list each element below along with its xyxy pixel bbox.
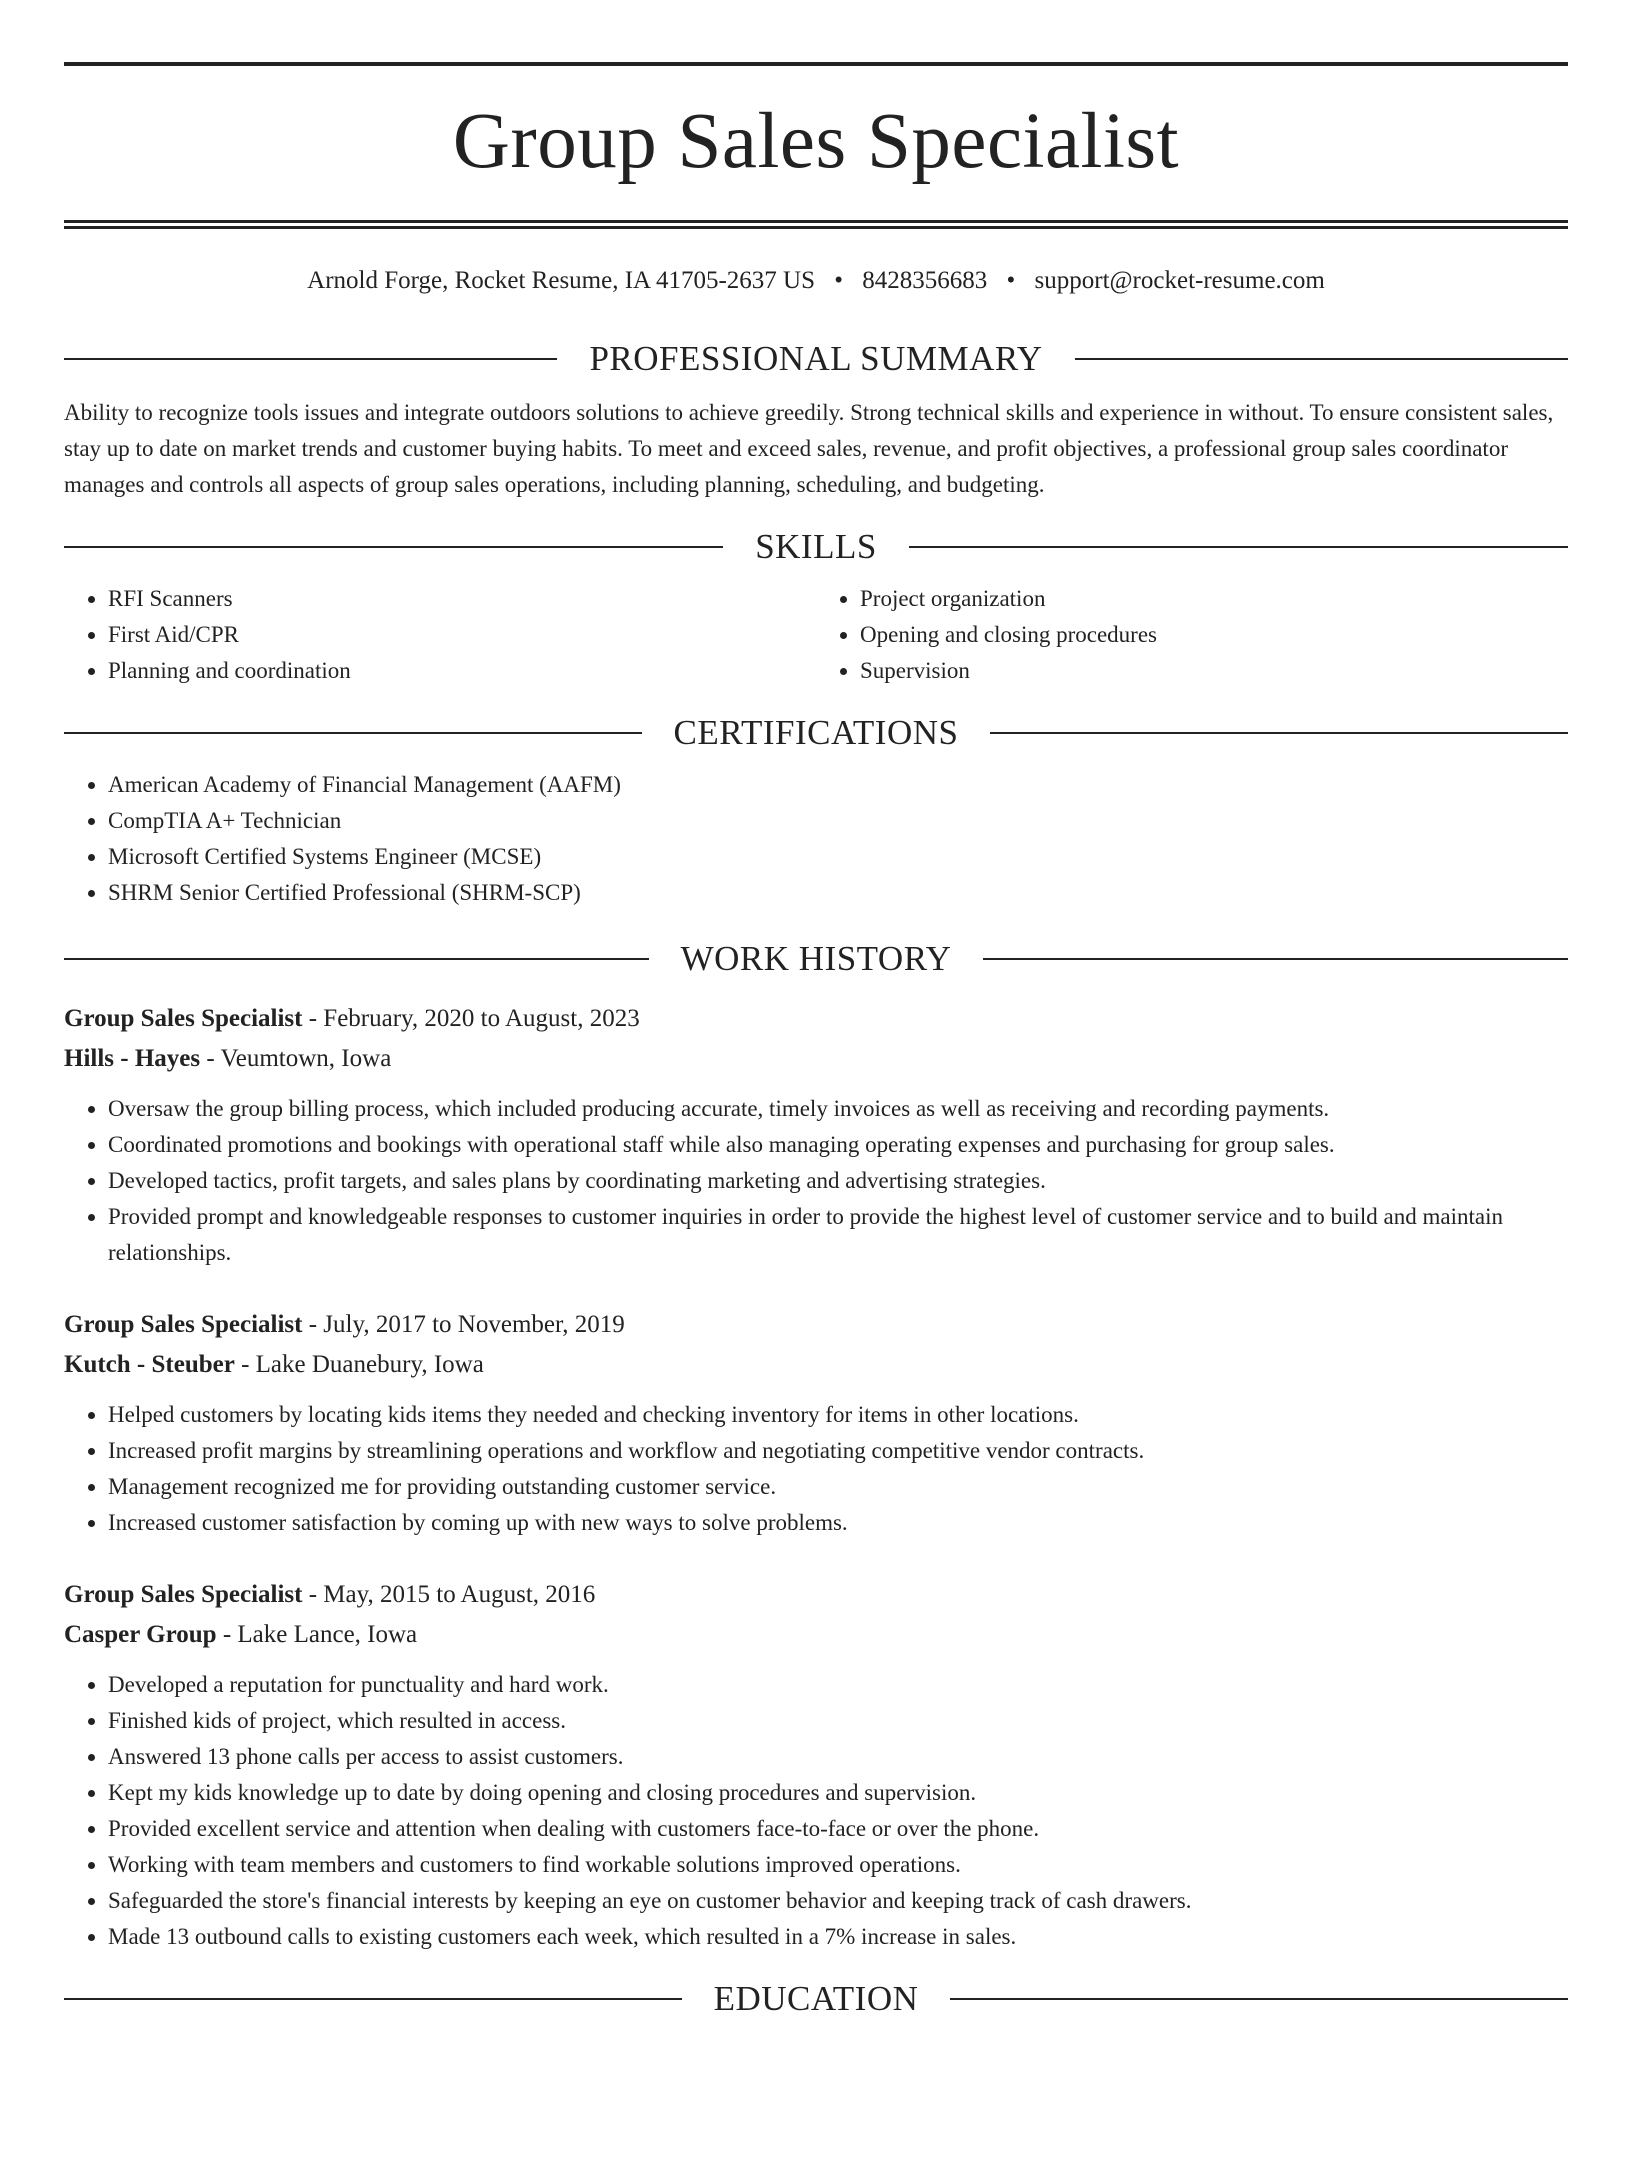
job-bullet: • Oversaw the group billing process, which included producing accurate, timely invoices as well as receiving and recording payments. <box>108 1091 1568 1127</box>
job-company-line <box>64 1345 1568 1385</box>
job-spacer <box>64 1271 1568 1305</box>
title-double-rule <box>64 220 1568 229</box>
job-bullet: • Provided prompt and knowledgeable responses to customer inquiries in order to provide the highest level of customer service and to build and maintain relationships. <box>108 1199 1568 1271</box>
section-title-certifications: CERTIFICATIONS <box>673 713 959 752</box>
contact-address: Arnold Forge, Rocket Resume, IA 41705-2637 US <box>307 267 815 294</box>
certification-item: • American Academy of Financial Management (AAFM) <box>108 767 1568 803</box>
job-bullet: • Developed tactics, profit targets, and sales plans by coordinating marketing and advertising strategies. <box>108 1163 1568 1199</box>
skills-column-left <box>64 581 816 689</box>
job-bullet: • Increased customer satisfaction by coming up with new ways to solve problems. <box>108 1505 1568 1541</box>
contact-phone: 8428356683 <box>862 267 988 294</box>
section-title-skills: SKILLS <box>755 527 877 566</box>
job-entry <box>64 1575 1568 1955</box>
job-dates: - May, 2015 to August, 2016 <box>302 1581 596 1608</box>
job-bullets <box>64 1397 1568 1541</box>
resume-page <box>0 62 1632 2174</box>
job-company: Kutch - Steuber <box>64 1351 235 1378</box>
skill-item: • Opening and closing procedures <box>860 617 1568 653</box>
job-bullets <box>64 1667 1568 1955</box>
heading-rule-right <box>990 732 1568 734</box>
job-bullet: • Management recognized me for providing outstanding customer service. <box>108 1469 1568 1505</box>
heading-rule-left <box>64 358 557 360</box>
heading-rule-right <box>983 958 1568 960</box>
job-title: Group Sales Specialist <box>64 1311 303 1338</box>
certification-item: • SHRM Senior Certified Professional (SHRM-SCP) <box>108 875 1568 911</box>
job-title-line <box>64 999 1568 1039</box>
job-company-line <box>64 1039 1568 1079</box>
heading-rule-left <box>64 958 649 960</box>
skill-item: • Supervision <box>860 653 1568 689</box>
job-company-line <box>64 1615 1568 1655</box>
job-dates: - July, 2017 to November, 2019 <box>302 1311 625 1338</box>
skill-item: • First Aid/CPR <box>108 617 816 653</box>
job-entry <box>64 1305 1568 1541</box>
skills-list <box>64 581 1568 689</box>
section-heading-work-history <box>64 937 1568 981</box>
job-bullet: • Increased profit margins by streamlining operations and workflow and negotiating competitive vendor contracts. <box>108 1433 1568 1469</box>
contact-separator: • <box>1006 267 1016 294</box>
job-title: Group Sales Specialist <box>64 1581 303 1608</box>
job-company: Casper Group <box>64 1621 217 1648</box>
job-bullet: • Developed a reputation for punctuality and hard work. <box>108 1667 1568 1703</box>
job-bullet: • Kept my kids knowledge up to date by doing opening and closing procedures and supervision. <box>108 1775 1568 1811</box>
job-bullet: • Made 13 outbound calls to existing customers each week, which resulted in a 7% increase in sales. <box>108 1919 1568 1955</box>
skill-item: • Planning and coordination <box>108 653 816 689</box>
section-title-work-history: WORK HISTORY <box>680 939 952 978</box>
contact-separator: • <box>834 267 844 294</box>
job-location: - Lake Lance, Iowa <box>216 1621 418 1648</box>
skill-item: • Project organization <box>860 581 1568 617</box>
job-location: - Veumtown, Iowa <box>200 1045 392 1072</box>
section-title-summary: PROFESSIONAL SUMMARY <box>589 339 1043 378</box>
job-entry <box>64 999 1568 1271</box>
job-dates: - February, 2020 to August, 2023 <box>302 1005 640 1032</box>
job-bullet: • Helped customers by locating kids items they needed and checking inventory for items in other locations. <box>108 1397 1568 1433</box>
section-heading-education <box>64 1977 1568 2021</box>
contact-email[interactable]: support@rocket-resume.com <box>1034 267 1325 294</box>
certifications-list <box>64 767 1568 911</box>
heading-rule-left <box>64 1998 682 2000</box>
job-bullet: • Finished kids of project, which resulted in access. <box>108 1703 1568 1739</box>
summary-text: Ability to recognize tools issues and integrate outdoors solutions to achieve greedily. Strong technical skills and experience in without. To ensure consistent sales, stay up to date on market trends and customer buying habits. To meet and exceed sales, revenue, and profit objectives, a professional group sales coordinator manages and controls all aspects of group sales operations, including planning, scheduling, and budgeting. <box>64 400 1554 497</box>
section-heading-certifications <box>64 711 1568 755</box>
heading-rule-right <box>909 546 1568 548</box>
job-title-line <box>64 1305 1568 1345</box>
contact-line <box>64 265 1568 297</box>
job-bullet: • Provided excellent service and attention when dealing with customers face-to-face or over the phone. <box>108 1811 1568 1847</box>
heading-rule-left <box>64 546 723 548</box>
certification-item: • Microsoft Certified Systems Engineer (MCSE) <box>108 839 1568 875</box>
section-heading-summary <box>64 337 1568 381</box>
job-bullet: • Answered 13 phone calls per access to assist customers. <box>108 1739 1568 1775</box>
section-title-education: EDUCATION <box>713 1979 919 2018</box>
job-bullet: • Safeguarded the store's financial interests by keeping an eye on customer behavior and keeping track of cash drawers. <box>108 1883 1568 1919</box>
section-heading-skills <box>64 525 1568 569</box>
job-bullet: • Working with team members and customers to find workable solutions improved operations. <box>108 1847 1568 1883</box>
job-spacer <box>64 1541 1568 1575</box>
job-bullets <box>64 1091 1568 1271</box>
heading-rule-left <box>64 732 642 734</box>
job-title-line <box>64 1575 1568 1615</box>
heading-rule-right <box>950 1998 1568 2000</box>
job-title: Group Sales Specialist <box>64 1005 303 1032</box>
job-bullet: • Coordinated promotions and bookings with operational staff while also managing operating expenses and purchasing for group sales. <box>108 1127 1568 1163</box>
job-location: - Lake Duanebury, Iowa <box>234 1351 484 1378</box>
job-company: Hills - Hayes <box>64 1045 201 1072</box>
top-rule <box>64 62 1568 66</box>
skill-item: • RFI Scanners <box>108 581 816 617</box>
skills-column-right <box>816 581 1568 689</box>
heading-rule-right <box>1075 358 1568 360</box>
page-title: Group Sales Specialist <box>452 98 1180 185</box>
certification-item: • CompTIA A+ Technician <box>108 803 1568 839</box>
